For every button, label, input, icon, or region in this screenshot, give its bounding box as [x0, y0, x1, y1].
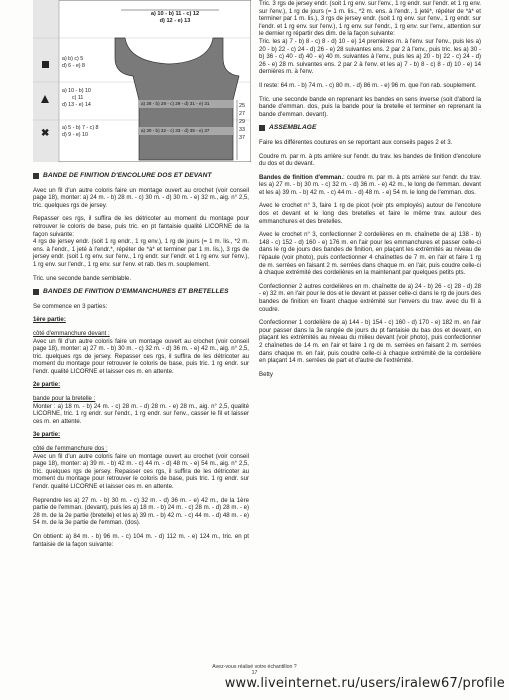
left-mid-label-3: d) 13 - e) 14: [62, 102, 91, 108]
paragraph: Tric. les a) 7 - b) 8 - c) 8 - d) 10 - e) 14 premières m. à l'env. sur l'env., puis les a) 20 - b) 22 - c) 24 - d) 26 - e) 28 suivantes ens. 2 par 2 à l'env., puis tric. les a) 30 - b) 36 - c) 40 - d) 40 - e) 40 m. suivantes à l'env., puis les a) 20 - b) 22 - c) 24 - d) 26 - e) 28 m. suivantes ens. 2 par 2 à l'env. et les a) 7 - b) 8 - c) 8 - d) 10 - e) 14 dernières m. à l'env.: [259, 37, 481, 76]
right-numbers: [239, 102, 245, 142]
top-measure-labels: [129, 11, 221, 25]
part-title: 2e partie:: [33, 381, 61, 389]
paragraph: Avec le crochet n° 3, confectionner 2 cordelières en m. chaînette de a) 138 - b) 148 - c) 152 - d) 160 - e) 176 m. en l'air pour les emmanchures et passer celle-ci dans le rg de jours des bandes de finition, en plaçant les extrémités au niveau de l'épaule (voir photo), puis confectionner 4 chaînettes de 7 m. en l'air et faire 1 rg de m. serrées en faisant 2 m. serrées dans chaque m. en l'air, puis coudre celle-ci à chaque extrémité des cordelières en la maintenant par quelques petits pts.: [259, 231, 481, 277]
paragraph-armhole-bands: [259, 174, 481, 197]
left-mid-labels: [62, 88, 91, 109]
square-symbol: [42, 61, 49, 68]
left-top-labels: [62, 56, 85, 70]
section-heading-assembly: [259, 124, 481, 132]
paragraph: Tric. une seconde bande semblable.: [33, 274, 132, 282]
left-mid-label-2: c) 11: [72, 95, 84, 101]
paragraph: Tric. une seconde bande en reprenant les bandes en sens inverse (soit d'abord la bande d'emman. dos, puis la bande pour la bretelle et terminer en reprenant la bande d'emman. devant).: [259, 95, 481, 118]
right-number-5: 37: [239, 135, 245, 141]
section-title: BANDE DE FINITION D'ENCOLURE DOS ET DEVANT: [43, 172, 212, 179]
left-top-label-2: d) 6 - e) 8: [62, 63, 85, 69]
triangle-symbol: [41, 95, 49, 103]
paragraph: Il reste: 64 m. - b) 74 m. - c) 80 m. - d) 86 m. - e) 96 m. que l'on rab. souplement.: [259, 81, 477, 89]
paragraph: Avec un fil d'un autre coloris faire un montage ouvert au crochet (voir conseil page 18), monter: a) 27 m. - b) 30 m. - c) 32 m. - d) 36 m. - e) 42 m., aig. n° 2,5, tric. quelques rgs de jersey. Repasser ces rgs, il suffira de les détricoter au moment du montage pour retrouver le coloris de base, puis tric. 1 rg endr. sur l'endr. qualité LICORNE et laisser ces m. en attente.: [33, 337, 249, 375]
paragraph: Avec le crochet n° 3, faire 1 rg de picot (voir pts employés) autour de l'encolure dos et devant et le long des bretelles et faire le même trav. autour des emmanchures et des bretelles.: [259, 202, 481, 225]
page-number: 17: [251, 670, 258, 676]
left-top-label-1: a) b) c) 5: [62, 56, 84, 62]
inner-row-label-2: a) 30 - b) 32 - c) 33 - d) 35 - e) 37: [141, 128, 210, 133]
bullet-square-icon: [33, 289, 39, 295]
paragraph: Reprendre les a) 27 m. - b) 30 m. - c) 32 m. - d) 36 m. - e) 42 m., de la 1ère partie de l'emman. (devant), puis les a) 18 m. - b) 24 m. - c) 28 m. - d) 28 m. - e) 28 m. de la 2e partie (bretelle) et les a) 39 m. - b) 42 m. - c) 44 m. - d) 48 m. - e) 54 m. de la 3e partie de l'emman. (dos).: [33, 496, 249, 527]
section-title: BANDES DE FINITION D'EMMANCHURES ET BRETELLES: [43, 288, 229, 296]
section-title: ASSEMBLAGE: [269, 124, 317, 132]
left-bottom-label-2: d) 9 - e) 10: [62, 132, 88, 138]
paragraph: On obtient: a) 84 m. - b) 96 m. - c) 104 m. - d) 112 m. - e) 124 m., tric. en pt fantaisie de la façon suivante:: [33, 532, 249, 548]
paragraph: Faire les différentes coutures en se reportant aux conseils pages 2 et 3.: [259, 138, 453, 146]
right-number-4: 33: [239, 127, 245, 133]
paragraph: Se commence en 3 parties:: [33, 302, 108, 310]
left-bottom-label-1: a) 5 - b) 7 - c) 8: [62, 125, 99, 131]
footer: [0, 664, 509, 676]
footer-question: Avez-vous réalisé votre échantillon ?: [212, 664, 297, 670]
section-heading-armholes: [33, 288, 249, 296]
top-label-1: a) 10 - b) 11 - c) 12: [150, 11, 200, 17]
paragraph: Tric. 3 rgs de jersey endr. (soit 1 rg env. sur l'env., 1 rg endr. sur l'endr. et 1 rg env. sur l'env.), 1 rg de jours (= 1 m. lis., *2 m. ens. à l'endr., 1 jeté*, répéter de *à* et terminer par 1 m. lis.), 3 rgs de jersey endr. (soit 1 rg env. sur l'env., 1 rg endr. sur l'endr. et 1 rg env. sur l'env.), 1 rg env. sur l'endr., 1 rg env. sur l'env., attention sur le dernier rg répartir des dim. de la façon suivante:: [259, 0, 481, 38]
right-number-1: 25: [239, 103, 245, 109]
cross-symbol: ✖: [41, 128, 50, 139]
left-bottom-labels: [62, 125, 99, 139]
right-number-2: 27: [239, 111, 245, 117]
paragraph-body: : coudre m. par m. à pts arrière sur l'endr. du trav. les a) 27 m. - b) 30 m. - c) 32 m. - d) 36 m. - e) 42 m., le long de l'emman. devant et les a) 39 m. - b) 42 m. - c) 44 m. - d) 48 m. - e) 54 m. le long de l'emman. dos.: [259, 173, 481, 196]
bullet-square-icon: [259, 125, 265, 131]
part-subtitle: côté d'emmanchure devant :: [33, 329, 110, 337]
part-subtitle: bande pour la bretelle :: [33, 395, 96, 403]
part-subtitle: côté de l'emmanchure dos :: [33, 445, 108, 453]
paragraph: Repasser ces rgs, il suffira de les détricoter au moment du montage pour retrouver le coloris de base, puis tric. en pt fantaisie qualité LICORNE de la façon suivante:: [33, 215, 249, 238]
left-mid-label-1: a) 10 - b) 10: [62, 88, 91, 94]
bullet-square-icon: [33, 173, 39, 179]
part-title: 3e partie:: [33, 431, 61, 439]
paragraph: Confectionner 2 autres cordelières en m. chaînette de a) 24 - b) 26 - c) 28 - d) 28 - e) 32 m. en l'air pour le dos et le devant et passer celle-ci dans le rg de jours des bandes de finition en fixant chaque extrémité sur l'envers du trav. avec du fil à coudre.: [259, 282, 481, 313]
paragraph: Confectionner 1 cordelière de a) 144 - b) 154 - c) 160 - d) 170 - e) 182 m. en l'air pour passer dans la 3e rangée de jours du pt fantaisie du bas dos et devant, en plaçant les extrémités au niveau du milieu devant (voir photo), puis confectionner 2 chaînettes de 14 m. en l'air et faire 1 rg de m. serrées en faisant 2 m. serrées dans chaque m. en l'air, puis coudre celle-ci à chaque extrémité de la cordelière en plaçant 14 m. serrées de part et d'autre de l'extrémité.: [259, 319, 481, 365]
right-column: [259, 0, 481, 384]
paragraph: Avec un fil d'un autre coloris faire un montage ouvert au crochet (voir conseil page 18), monter: a) 39 m. - b) 42 m. - c) 44 m. - d) 48 m. - e) 54 m., aig. n° 2,5, tric. quelques rgs de jersey. Repasser ces rgs, il suffira de les détricoter au moment du montage pour retrouver le coloris de base, puis tric. 1 rg endr. sur l'endr. qualité LICORNE et laisser ces m. en attente.: [33, 452, 249, 490]
paragraph: 4 rgs de jersey endr. (soit 1 rg endr., 1 rg env.), 1 rg de jours (= 1 m. lis., *2 m. ens. à l'endr., 1 jeté à l'endr.*, répéter de *à* et terminer par 1 m. lis.), 3 rgs de jersey endr. (soit 1 rg env. sur l'env., 1 rg endr. sur l'endr. et 1 rg env. sur l'env.), 1 rg env. sur l'endr., 1 rg env. sur l'env. et rab. tles m. souplement.: [33, 238, 249, 268]
inner-row-label-1: a) 28 - b) 28 - c) 29 - d) 31 - e) 31: [141, 101, 210, 106]
paragraph: Coudre m. par m. à pts arrière sur l'endr. du trav. les bandes de finition d'encolure du dos et du devant.: [259, 152, 481, 168]
watermark-url: www.liveinternet.ru/users/iralew67/profile: [224, 676, 505, 691]
paragraph-lead: Bandes de finition d'emman.: [259, 173, 344, 181]
knitting-schematic: [33, 0, 251, 162]
left-column: [33, 172, 249, 554]
section-heading-neckline: [33, 172, 249, 180]
signature: Betty: [259, 370, 273, 378]
paragraph: Avec un fil d'un autre coloris faire un montage ouvert au crochet (voir conseil page 18), monter: a) 24 m. - b) 28 m. - c) 30 m. - d) 30 m. - e) 32 m., aig. n° 2,5, tric. quelques rgs de jersey.: [33, 186, 249, 209]
top-label-2: d) 12 - e) 13: [159, 18, 191, 24]
part-title: 1ère partie:: [33, 316, 66, 324]
right-number-3: 29: [239, 119, 245, 125]
paragraph: Monter : a) 18 m. - b) 24 m. - c) 28 m. - d) 28 m. - e) 28 m., aig. n° 2,5, qualité LICORNE, tric. 1 rg endr. sur l'endr., 1 rg endr. sur l'env., casser le fil et laisser ces m. en attente.: [33, 402, 249, 425]
